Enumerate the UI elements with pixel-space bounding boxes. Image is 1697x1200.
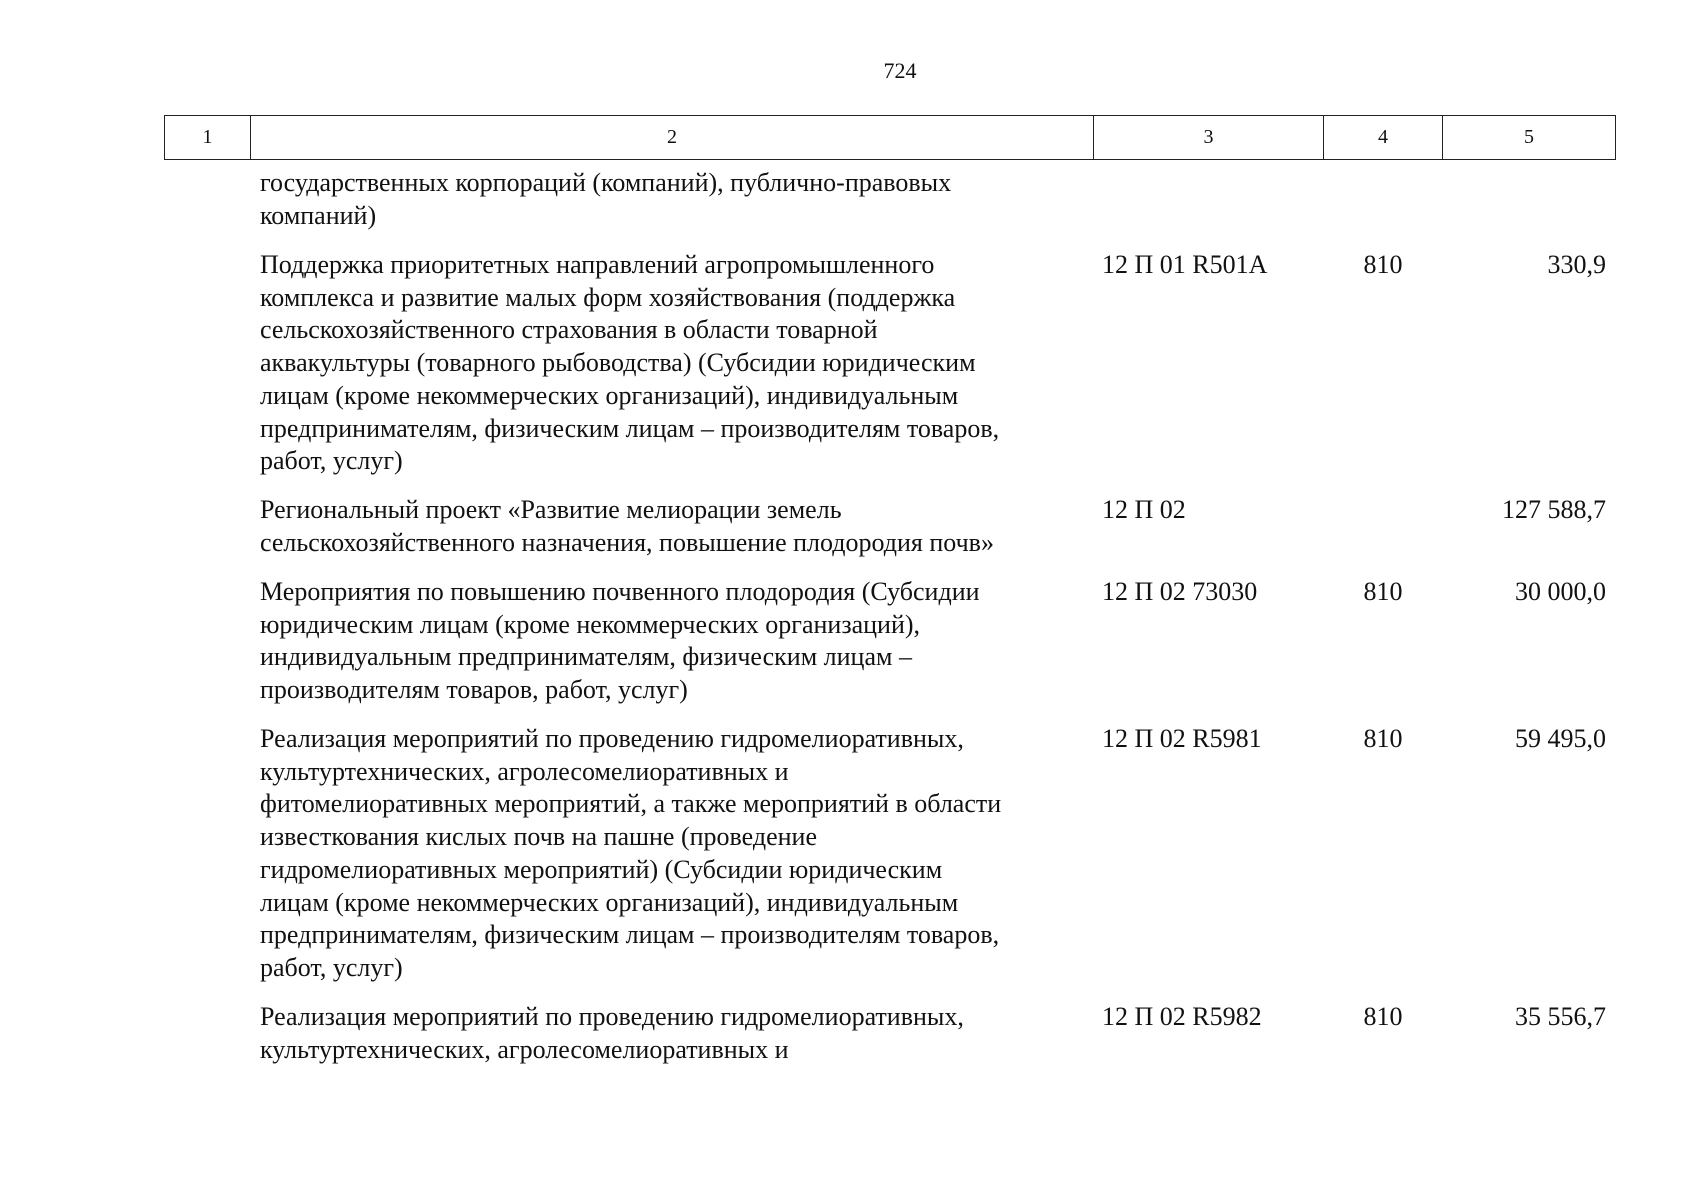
description-line: гидромелиоративных мероприятий) (Субсидии юридическим [260,854,943,884]
row-code: 12 П 01 R501А [1102,250,1268,279]
page-number: 724 [883,58,917,83]
column-header-row [164,115,1616,160]
column-header-4: 4 [1324,116,1443,160]
description-line: комплекса и развитие малых форм хозяйствования (поддержка [260,282,956,312]
description-line: Мероприятия по повышению почвенного плодородия (Субсидии [260,577,980,606]
column-header-5: 5 [1443,116,1616,160]
description-line: аквакультуры (товарного рыбоводства) (Субсидии юридическим [260,348,976,378]
row-description [260,494,1090,559]
description-line: государственных корпораций (компаний), публично-правовых [260,168,952,197]
row-type: 810 [1363,1002,1403,1031]
column-header-3: 3 [1094,116,1324,160]
description-line: культуртехнических, агролесомелиоративных и [260,756,789,786]
row-description [260,723,1090,985]
row-description [260,249,1090,478]
description-line: юридическим лицам (кроме некоммерческих организаций), [260,609,921,639]
row-type: 810 [1363,250,1403,279]
row-description [260,167,1090,232]
row-code: 12 П 02 [1102,495,1186,524]
row-type: 810 [1363,724,1403,753]
description-line: предпринимателям, физическим лицам – производителям товаров, [260,920,1000,950]
description-line: лицам (кроме некоммерческих организаций), индивидуальным [260,887,959,917]
row-code: 12 П 02 73030 [1102,577,1258,606]
description-line: сельскохозяйственного страхования в области товарной [260,315,878,345]
row-description [260,1001,1090,1066]
description-line: фитомелиоративных мероприятий, а также мероприятий в области [260,789,1002,819]
description-line: известкования кислых почв на пашне (проведение [260,822,818,852]
description-line: культуртехнических, агролесомелиоративных и [260,1034,789,1064]
column-header-1: 1 [165,116,251,160]
description-line: предпринимателям, физическим лицам – производителям товаров, [260,413,1000,443]
description-line: Поддержка приоритетных направлений агропромышленного [260,250,935,279]
row-amount: 30 000,0 [1515,577,1606,606]
row-amount: 35 556,7 [1515,1002,1606,1031]
row-code: 12 П 02 R5982 [1102,1002,1262,1031]
row-type: 810 [1363,577,1403,606]
description-line: Региональный проект «Развитие мелиорации земель [260,495,842,524]
column-header-2: 2 [251,116,1094,160]
row-code: 12 П 02 R5981 [1102,724,1262,753]
row-amount: 127 588,7 [1502,495,1606,524]
row-description [260,576,1090,707]
description-line: Реализация мероприятий по проведению гидромелиоративных, [260,1002,964,1031]
description-line: лицам (кроме некоммерческих организаций), индивидуальным [260,380,959,410]
description-line: индивидуальным предпринимателям, физическим лицам – [260,642,912,672]
row-amount: 59 495,0 [1515,724,1606,753]
description-line: работ, услуг) [260,952,403,982]
description-line: работ, услуг) [260,446,403,476]
description-line: сельскохозяйственного назначения, повышение плодородия почв» [260,527,994,557]
description-line: Реализация мероприятий по проведению гидромелиоративных, [260,724,964,753]
description-line: компаний) [260,200,377,230]
description-line: производителям товаров, работ, услуг) [260,675,688,705]
row-amount: 330,9 [1547,250,1606,279]
